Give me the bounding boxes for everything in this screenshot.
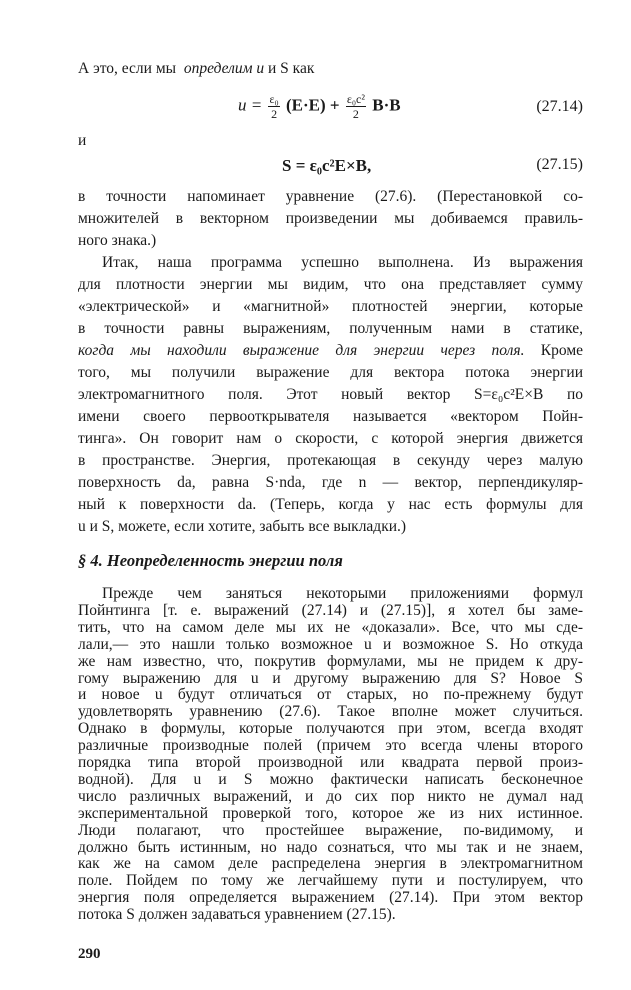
para3-line-14: экспериментальной проверкой того, которое же из них истинное.: [78, 804, 583, 822]
intro-text-a: А это, если мы: [78, 60, 177, 77]
para3-line-16: должно быть истинным, но надо сознаться, что мы так и не знаем,: [78, 838, 583, 856]
eq1-frac1-numerator: ε₀: [269, 92, 279, 106]
eq1-fraction-1: [268, 93, 279, 120]
para3-line-13: число различных выражений, и до сих пор никто не думал над: [78, 787, 583, 805]
para2-line-1: Итак, наша программа успешно выполнена. Из выражения: [102, 254, 583, 271]
para3-line-9: Однако в формулы, которые получаются при этом, всегда входят: [78, 720, 583, 738]
para3-line-6: гому выражению для u и другому выражению для S? Новое S: [78, 669, 583, 687]
para3-line-4: лали,— это нашли только возможное u и возможное S. Но откуда: [78, 635, 583, 653]
intro-line: [78, 58, 314, 80]
equation-27-15: S = ε₀c²E×B,: [282, 156, 372, 175]
eq1-fraction-2: [346, 93, 366, 120]
eq1-lhs: u =: [238, 95, 263, 115]
para3-line-8: удовлетворять уравнению (27.6). Такое вполне может случиться.: [78, 703, 583, 721]
para2-line-6: того, мы получили выражение для вектора потока энергии: [78, 364, 583, 381]
para1-line-1: в точности напоминает уравнение (27.6). (Перестановкой со-: [78, 188, 583, 205]
section-heading: § 4. Неопределенность энергии поля: [78, 551, 343, 570]
para3-line-18: поле. Пойдем по тому же легчайшему пути и постулируем, что: [78, 872, 583, 890]
equation-27-14: [238, 93, 401, 120]
conjunction: и: [78, 132, 87, 149]
para2-line-10: в пространстве. Энергия, протекающая в секунду через малую: [78, 452, 583, 469]
para1-line-3: ного знака.): [78, 232, 157, 249]
para3-line-7: и новое u будут отличаться от старых, но по-прежнему будут: [78, 686, 583, 704]
equation-number-27-14: (27.14): [536, 98, 583, 115]
eq1-term-2: B·B: [372, 95, 401, 115]
para2-line-9: тинга». Он говорит нам о скорости, с которой энергия движется: [78, 430, 583, 447]
para3-line-12: водной). Для u и S можно фактически написать бесконечное: [78, 770, 583, 788]
para2-line-5: [78, 340, 583, 362]
page-number: 290: [78, 946, 101, 962]
intro-text-c: u: [256, 60, 265, 77]
equation-number-27-15: (27.15): [536, 156, 583, 173]
para3-line-5: же нам известно, что, покрутив формулами, мы не придем к дру-: [78, 652, 583, 670]
para3-line-2: Пойнтинга [т. е. выражений (27.14) и (27.15)], я хотел бы заме-: [78, 601, 583, 619]
para2-line-7: электромагнитного поля. Этот новый вектор S=ε₀c²E×B по: [78, 386, 583, 403]
para3-line-19: энергия поля определяется выражением (27.14). При этом вектор: [78, 889, 583, 907]
para3-line-11: порядка типа второй производной или квадрата первой произ-: [78, 754, 583, 771]
para3-line-15: Люди полагают, что простейшее выражение, по-видимому, и: [78, 821, 583, 839]
para2-line-3: «электрической» и «магнитной» плотностей энергии, которые: [78, 298, 583, 315]
para2-line-5-italic: когда мы находили выражение для энергии через поля.: [78, 342, 525, 359]
para2-line-12: ный к поверхности da. (Теперь, когда у нас есть формулы для: [78, 496, 583, 513]
para2-line-8: имени своего первооткрывателя называется «вектором Пойн-: [78, 408, 583, 425]
para2-line-13: u и S, можете, если хотите, забыть все выкладки.): [78, 518, 407, 535]
para3-line-17: как же на самом деле распределена энергия в электромагнитном: [78, 855, 583, 873]
para2-line-11: поверхность da, равна S·nda, где n — вектор, перпендикуляр-: [78, 474, 583, 491]
para3-line-3: тить, что на самом деле мы их не «доказали». Все, что мы сде-: [78, 618, 583, 636]
para2-line-2: для плотности энергии мы видим, что она представляет сумму: [78, 276, 583, 293]
intro-text-b: определим: [183, 60, 253, 77]
para2-line-5-rest: Кроме: [540, 342, 584, 359]
para2-line-4: в точности равны выражениям, полученным нами в статике,: [78, 320, 583, 337]
eq1-frac2-denominator: 2: [352, 107, 359, 121]
para3-line-1: Прежде чем заняться некоторыми приложениями формул: [102, 585, 583, 602]
eq1-term-1: (E·E) +: [285, 95, 340, 115]
para1-line-2: множителей в векторном произведении мы добиваемся правиль-: [78, 210, 583, 227]
para3-line-20: потока S должен задаваться уравнением (27.15).: [78, 906, 396, 924]
para3-line-10: различные производные полей (причем это всегда члены второго: [78, 737, 583, 755]
eq1-frac1-denominator: 2: [271, 107, 278, 121]
eq1-frac2-numerator: ε₀c²: [346, 92, 365, 106]
intro-text-d: и S как: [268, 60, 315, 77]
